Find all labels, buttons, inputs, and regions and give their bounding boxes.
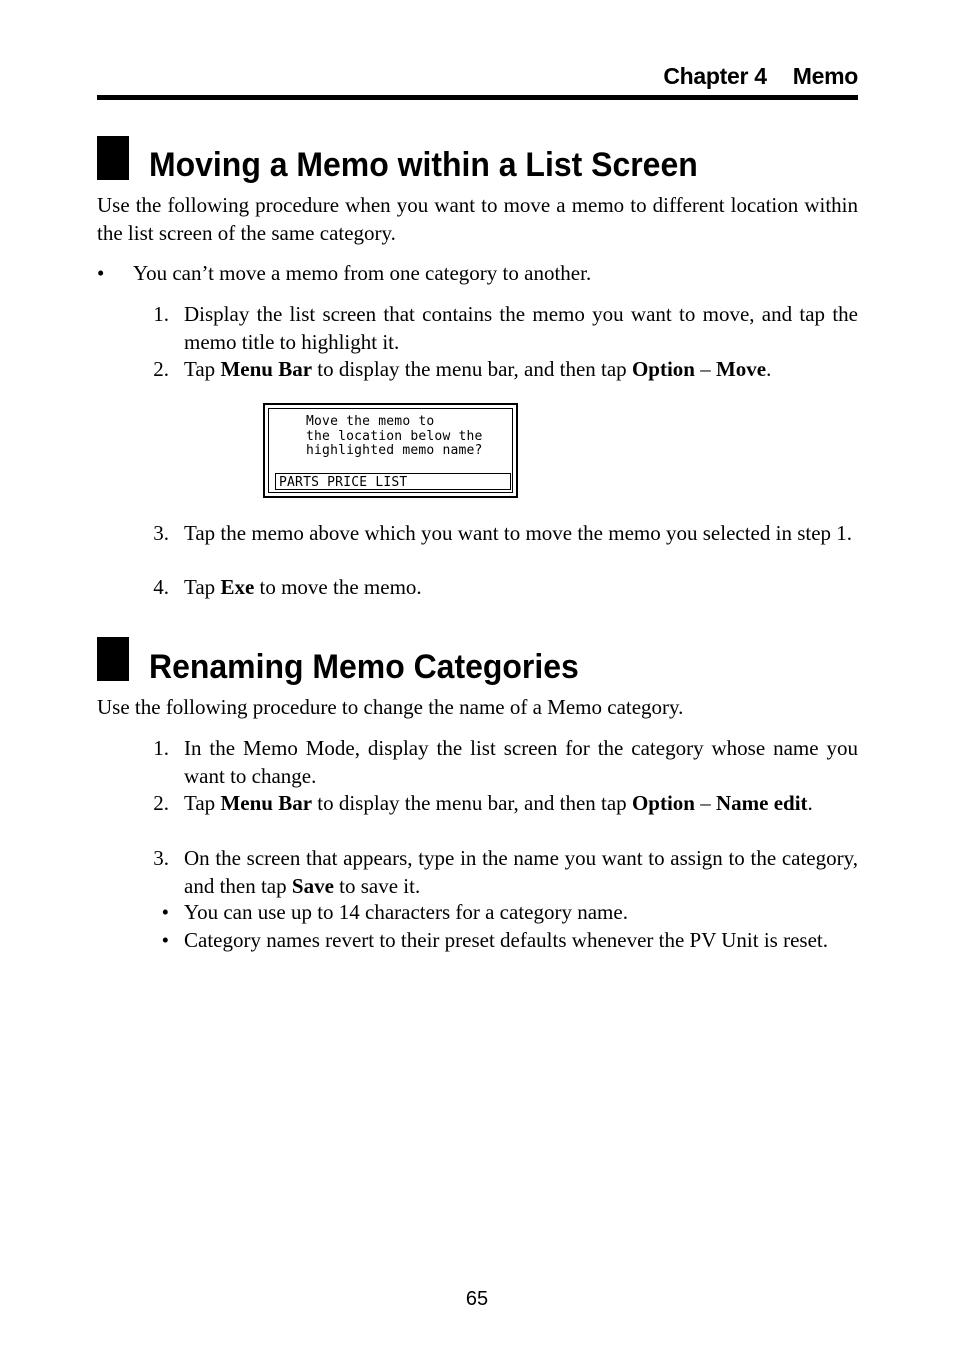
step-text: Display the list screen that contains the memo you want to move, and tap the memo title to highlight it.: [184, 302, 858, 354]
section-marker: [97, 637, 129, 681]
section-marker: [97, 136, 129, 180]
note-text: You can’t move a memo from one category to another.: [133, 261, 592, 285]
header-rule: [97, 95, 858, 100]
step-text: Tap Menu Bar to display the menu bar, and then tap Option – Move.: [184, 357, 772, 381]
note-text: Category names revert to their preset defaults whenever the PV Unit is reset.: [184, 928, 828, 952]
bullet-marker: •: [161, 928, 169, 952]
step-number: 1.: [153, 736, 169, 760]
section-title-renaming: Renaming Memo Categories: [149, 648, 579, 686]
screen-memo-name-field: PARTS PRICE LIST: [275, 473, 511, 490]
step-number: 3.: [153, 846, 169, 870]
step-text: Tap the memo above which you want to move the memo you selected in step 1.: [184, 521, 853, 545]
screen-illustration: [263, 403, 518, 498]
section-title-moving: Moving a Memo within a List Screen: [149, 146, 698, 184]
bullet-marker: •: [97, 261, 105, 285]
note-text: You can use up to 14 characters for a category name.: [184, 900, 628, 924]
step-number: 2.: [153, 357, 169, 381]
section-intro: Use the following procedure when you want to move a memo to different location within the list screen of the same category.: [97, 193, 858, 245]
step-number: 2.: [153, 791, 169, 815]
step-number: 1.: [153, 302, 169, 326]
step-text: In the Memo Mode, display the list screen for the category whose name you want to change.: [184, 736, 858, 788]
chapter-name: Memo: [792, 63, 858, 89]
section-intro: Use the following procedure to change the name of a Memo category.: [97, 695, 684, 719]
step-number: 3.: [153, 521, 169, 545]
step-text: On the screen that appears, type in the name you want to assign to the category, and then tap Save to save it.: [184, 846, 858, 898]
chapter-label: Chapter 4: [663, 63, 767, 89]
step-text: Tap Exe to move the memo.: [184, 575, 422, 599]
bullet-marker: •: [161, 900, 169, 924]
screen-message: Move the memo to the location below the highlighted memo name?: [306, 414, 483, 458]
page-number: 65: [465, 1288, 489, 1310]
step-number: 4.: [153, 575, 169, 599]
step-text: Tap Menu Bar to display the menu bar, and then tap Option – Name edit.: [184, 791, 813, 815]
running-header: [97, 60, 858, 92]
